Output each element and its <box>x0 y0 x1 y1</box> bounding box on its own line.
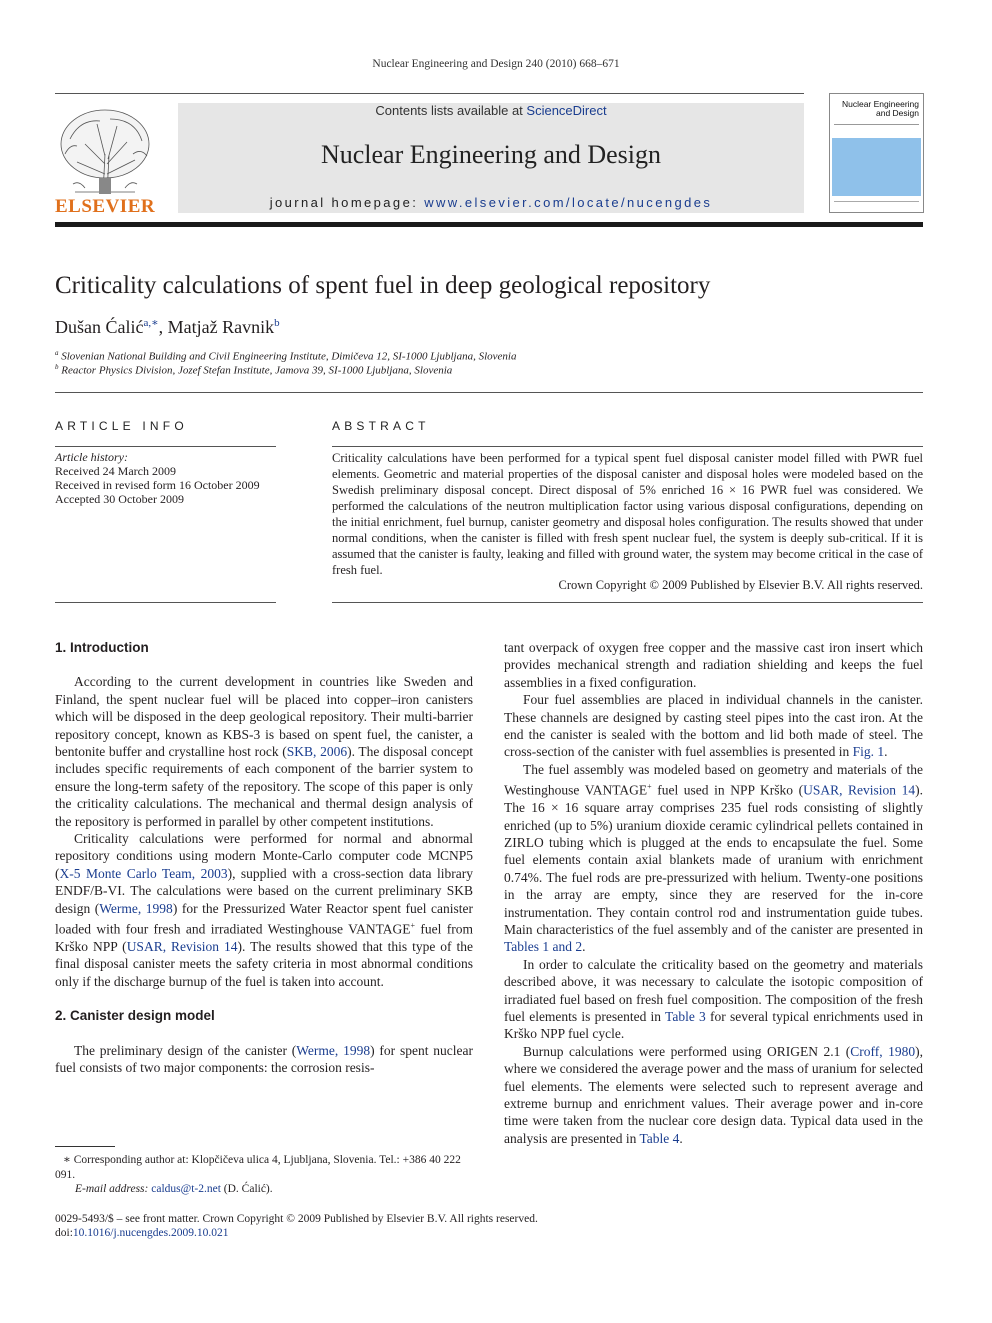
paragraph-5-text-a: Four fuel assemblies are placed in individual channels in the canister. These channels are designed by casting steel pipes into the cast iron. At the end the canister is sealed with the bottom and lid both made of steel. The cross-section of the canister with fuel assemblies is presented in <box>504 692 923 760</box>
paragraph-8-text-c: . <box>679 1130 683 1146</box>
author-2-affil[interactable]: b <box>274 317 280 329</box>
article-info-heading: ARTICLE INFO <box>55 419 188 433</box>
masthead-bar <box>55 222 923 227</box>
paragraph-3-text-b: ) for spent nuclear fuel consists of two major components: the corrosion resis- <box>55 1042 473 1076</box>
paragraph-2-text-a: Criticality calculations were performed for normal and abnormal repository conditions using modern Monte-Carlo computer code MCNP5 ( <box>55 831 473 881</box>
ref-werme-1998[interactable]: Werme, 1998 <box>99 900 173 916</box>
doi-line <box>55 1226 228 1241</box>
abstract-text: Criticality calculations have been performed for a typical spent fuel disposal canister model filled with PWR fuel elements. Geometric and material properties of the disposal canister and disposal holes were modeled based on the Swedish preliminary disposal concept. Direct disposal of 5% enriched 16 × 16 PWR fuel was considered. We performed the calculations of the neutron multiplication factor using various disposal configurations, depending on the initial enrichment, fuel burnup, canister geometry and disposal holes configuration. The results showed that under normal conditions, when the canister is filled with fresh spent nuclear fuel, the system is deeply sub-critical. If it is assumed that the canister is faulty, leaking and filled with ground water, the system may become critical in the case of fresh fuel. <box>332 451 923 577</box>
paragraph-2-text-e: ). The results showed that this type of the final disposal canister meets the safety criteria in most abnormal conditions only if the discharge burnup of the fuel is taken into account. <box>55 939 474 989</box>
homepage-prefix: journal homepage: <box>269 195 425 210</box>
doi-link[interactable]: 10.1016/j.nucengdes.2009.10.021 <box>72 1227 229 1239</box>
ref-usar-rev14[interactable]: USAR, Revision 14 <box>126 939 238 954</box>
paragraph-4: tant overpack of oxygen free copper and the massive cast iron insert which provides mechanical strength and radiation shielding and keeps the fuel assemblies in a fixed configuration. <box>504 640 923 690</box>
paragraph-2-text-c: ) for the Pressurized Water Reactor spent fuel canister loaded with four fresh and irradiated Westinghouse VANTAGE <box>55 900 473 937</box>
affiliation-b-text: Reactor Physics Division, Jozef Stefan Institute, Jamova 39, SI-1000 Ljubljana, Slovenia <box>61 364 453 377</box>
accepted-date: Accepted 30 October 2009 <box>55 492 184 506</box>
cover-title-line2: and Design <box>875 108 919 118</box>
paragraph-6-text-d: . <box>582 939 586 955</box>
ref-werme-1998-2[interactable]: Werme, 1998 <box>296 1042 371 1058</box>
ref-table-3[interactable]: Table 3 <box>665 1009 706 1025</box>
email-link[interactable]: caldus@t-2.net <box>151 1183 221 1195</box>
affiliation-a-text: Slovenian National Building and Civil Engineering Institute, Dimičeva 12, SI-1000 Ljubljana, Slovenia <box>61 350 517 363</box>
ref-croff-1980[interactable]: Croff, 1980 <box>850 1043 916 1059</box>
cover-divider <box>834 124 919 127</box>
paragraph-1 <box>55 673 473 830</box>
body-column-left <box>55 639 473 1076</box>
section-2-heading: 2. Canister design model <box>55 1008 215 1024</box>
affiliation-a <box>55 349 516 363</box>
author-separator: , <box>158 317 168 337</box>
paragraph-6-text-b: fuel used in NPP Krško ( <box>651 782 804 798</box>
revised-date: Received in revised form 16 October 2009 <box>55 478 260 492</box>
doi-label: doi: <box>55 1227 73 1239</box>
affiliation-b-marker: b <box>55 363 59 371</box>
ref-skb-2006[interactable]: SKB, 2006 <box>286 744 348 760</box>
paragraph-5 <box>504 691 923 761</box>
footnote-rule <box>55 1146 115 1147</box>
paragraph-2 <box>55 830 473 990</box>
footnote-corresponding: Corresponding author at: Klopčičeva ulica 4, Ljubljana, Slovenia. Tel.: +386 40 222 091. <box>55 1154 461 1181</box>
homepage-link[interactable]: www.elsevier.com/locate/nucengdes <box>424 195 713 210</box>
paragraph-8 <box>504 1043 923 1147</box>
journal-cover-thumbnail <box>829 93 924 213</box>
author-1-affil[interactable]: a,∗ <box>143 317 159 329</box>
author-1: Dušan Ćalić <box>55 317 144 337</box>
header-rule <box>55 93 804 94</box>
article-history-label: Article history: <box>55 450 128 464</box>
email-label: E-mail address: <box>75 1183 149 1195</box>
paragraph-5-text-b: . <box>884 744 888 760</box>
contents-prefix: Contents lists available at <box>375 103 527 118</box>
email-note <box>75 1182 273 1197</box>
ref-table-4[interactable]: Table 4 <box>639 1130 680 1146</box>
contents-line <box>178 103 804 118</box>
sciencedirect-link[interactable]: ScienceDirect <box>526 103 607 118</box>
body-column-right <box>504 639 923 1147</box>
paragraph-6-text-a: The fuel assembly was modeled based on geometry and materials of the Westinghouse VANTAGE <box>504 761 923 798</box>
ref-tables-1-2[interactable]: Tables 1 and 2 <box>504 939 583 955</box>
journal-homepage <box>178 195 804 210</box>
abstract-copyright: Crown Copyright © 2009 Published by Elsevier B.V. All rights reserved. <box>558 578 923 592</box>
paragraph-8-text-b: ), where we considered the average power and the mass of uranium for selected fuel elements. The elements were selected such to represent average and extreme burnup and enrichment values. Their average power and in-core time were taken from the nuclear core design data. Typical data used in the analysis are presented in <box>504 1043 924 1146</box>
received-date: Received 24 March 2009 <box>55 464 176 478</box>
paragraph-2-text-d: fuel from Krško NPP ( <box>55 921 473 954</box>
author-2: Matjaž Ravnik <box>167 317 275 337</box>
affiliation-a-marker: a <box>55 349 59 357</box>
paragraph-6 <box>504 761 923 956</box>
paragraph-1-text-b: ). The disposal concept includes specific requirements of each component of the barrier system to ensure the long-term safety of the repository. The scope of this paper is only the criticality calculations. The mechanical and thermal design analysis of the repository is performed in parallel by other competent institutions. <box>55 744 474 829</box>
paragraph-1-text-a: According to the current development in countries like Sweden and Finland, the spent nuclear fuel will be placed into copper–iron canisters which will be disposed in the deep geological repository. Their multi-barrier repository concept, known as KBS-3 is based on spent fuel, the canister, a bentonite buffer and crystalline host rock ( <box>55 674 473 760</box>
paragraph-7 <box>504 956 923 1043</box>
cover-footer <box>834 201 919 208</box>
footnote-star: ∗ <box>63 1154 71 1166</box>
corresponding-author-note <box>55 1153 473 1182</box>
paragraph-2-superscript: + <box>410 921 416 931</box>
paragraph-8-text-a: Burnup calculations were performed using ORIGEN 2.1 ( <box>523 1043 851 1059</box>
email-owner: (D. Ćalić). <box>220 1183 273 1195</box>
paragraph-6-text-c: ). The 16 × 16 square array comprises 235 fuel rods consisting of slightly enriched (up to 5%) uranium dioxide ceramic cylindrical pellets contained in ZIRLO tubing which is plugged at the ends to encapsulate the fuel. Some fuel elements contain axial blankets made of uranium with enrichment 0.74%. The fuel rods are pre-pressurized with helium. Twenty-one positions in the array are empty, since they are reserved for the in-core instrumentation. They contain control rod and instrumentation guide tubes. Main characteristics of the fuel assembly and of the canister are presented in <box>504 782 923 937</box>
paragraph-3 <box>55 1042 473 1077</box>
ref-x5-team-2003[interactable]: X-5 Monte Carlo Team, 2003 <box>59 865 228 881</box>
section-1-heading: 1. Introduction <box>55 640 149 655</box>
issn-line: 0029-5493/$ – see front matter. Crown Copyright © 2009 Published by Elsevier B.V. All rights reserved. <box>55 1213 538 1225</box>
paragraph-2-text-b: ), supplied with a cross-section data library ENDF/B-VI. The calculations were based on the current preliminary SKB design ( <box>55 865 474 916</box>
affiliation-b <box>55 363 452 377</box>
cover-image-band <box>832 138 921 196</box>
paragraph-3-text-a: The preliminary design of the canister ( <box>74 1042 297 1058</box>
abstract-bottom-rule <box>332 602 923 603</box>
paragraph-7-text-a: In order to calculate the criticality based on the geometry and materials described above, it was necessary to calculate the isotopic composition of irradiated fuel based on fresh fuel composition. The composition of the fresh fuel elements is presented in <box>504 956 923 1025</box>
author-list <box>55 316 280 338</box>
running-header: Nuclear Engineering and Design 240 (2010) 668–671 <box>372 58 620 70</box>
article-title: Criticality calculations of spent fuel in deep geological repository <box>55 272 711 299</box>
elsevier-wordmark: ELSEVIER <box>55 196 156 217</box>
article-info-bottom-rule <box>55 602 276 603</box>
paragraph-7-text-b: for several typical enrichments used in Krško NPP fuel cycle. <box>504 1009 923 1042</box>
abstract-heading: ABSTRACT <box>332 419 430 433</box>
article-info-rule <box>55 446 276 447</box>
cover-title-line1: Nuclear Engineering <box>841 99 919 109</box>
info-top-rule <box>55 392 923 393</box>
abstract-rule <box>332 446 923 447</box>
cover-title <box>834 100 919 118</box>
ref-usar-rev14-2[interactable]: USAR, Revision 14 <box>803 782 916 798</box>
paragraph-6-superscript: + <box>647 782 652 792</box>
ref-fig-1[interactable]: Fig. 1 <box>852 744 885 760</box>
journal-title: Nuclear Engineering and Design <box>320 140 662 169</box>
